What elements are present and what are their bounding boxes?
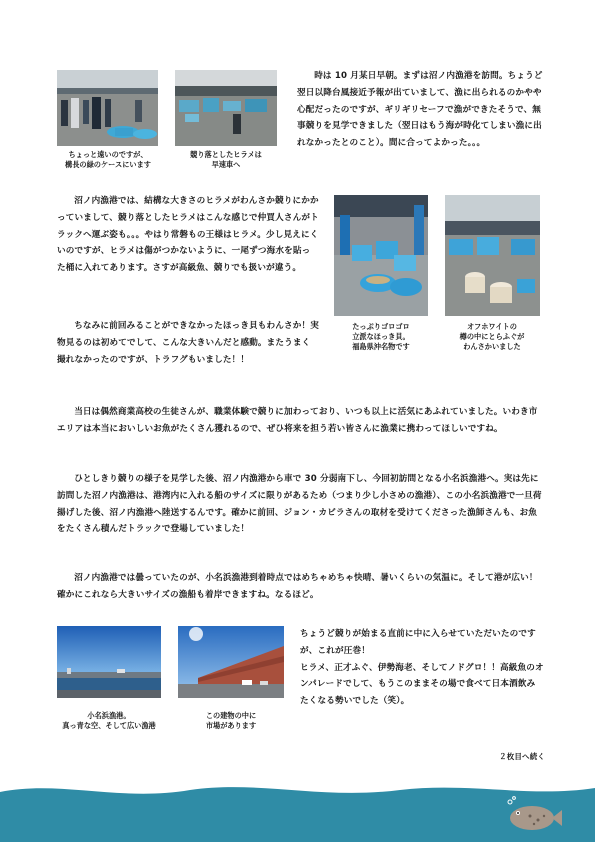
onahama-visit-paragraph: ひとしきり競りの様子を見学した後、沼ノ内漁港から車で 30 分弱南下し、今回初訪問となる小名浜漁港へ。実は先に訪問した沼ノ内漁港は、港湾内に入れる船のサイズに限りがあるため（つまり少し小さめの漁港）、この小名浜漁港で一旦荷揚げした後、沼ノ内漁港へ陸送するんです。確かに前回、ジョン・カビラさんの取材を受けてくださった漁師さんも、お魚をたくさん積んだトラックで登場していました！ (57, 474, 542, 535)
harbor-photo-onahama (57, 626, 161, 698)
market-photo-pufferfish-barrels-caption: オフホワイトの 樽の中にとらふぐが わんさかいました (459, 322, 525, 351)
market-photo-buyers-caption: ちょっと遠いのですが、 構長の緑のケースにいます (65, 150, 151, 169)
flatfish-paragraph: 沼ノ内漁港では、結構な大きさのヒラメがわんさか競りにかかっていまして、競り落としたヒラメはこんな感じで仲買人さんがトラックへ運ぶ姿も。。。やはり常磐もの王様はヒラメ。少し見えにくいのですが、ヒラメは傷がつかないように、一尾ずつ海水を貼った桶に入れてあります。さすが高級魚、競りでも扱いが違う。 (57, 196, 319, 274)
market-photo-surf-clams-caption: たっぷりゴロゴロ 立派なほっき貝。 福島県沖名物です (352, 322, 410, 351)
harbor-photo-onahama-caption: 小名浜漁港。 真っ青な空、そして広い漁港 (62, 711, 156, 730)
surf-clam-paragraph: ちなみに前回みることができなかったほっき貝もわんさか！実物見るのは初めてでして、こんな大きいんだと感動。またうまく撮れなかったのですが、トラフグもいました！！ (57, 321, 320, 365)
auction-paragraph: ちょうど競りが始まる直前に中に入らせていただいたのですが、これが圧巻！ ヒラメ、正才ふぐ、伊勢海老、そしてノドグロ！！高級魚のオンパレードでして、もうこのままその場で食べて日本酒飲みたくなる勢いでした（笑）。 (300, 629, 544, 707)
intro-paragraph: 時は 10 月某日早朝。まずは沼ノ内漁港を訪問。ちょうど翌日以降台風接近予報が出ていまして、漁に出られるのかやや心配だったのですが、ギリギリセーフで漁ができたそうで、無事競りを見学できました（翌日はもう海が時化てしまい漁に出れなかったとのこと）。間に合ってよかった。。。 (297, 71, 543, 149)
students-paragraph: 当日は偶然商業高校の生徒さんが、職業体験で競りに加わっており、いつも以上に活気にあふれていました。いわき市エリアは本当においしいお魚がたくさん獲れるので、ぜひ将来を担う若い皆さんに漁業に携わってほしいですね。 (57, 407, 538, 434)
market-photo-surf-clams (334, 195, 428, 316)
market-photo-flatfish-loading (175, 70, 277, 146)
weather-paragraph: 沼ノ内漁港では曇っていたのが、小名浜漁港到着時点ではめちゃめちゃ快晴、暑いくらいの気温に。そして港が広い！確かにこれなら大きいサイズの漁船も着岸できますね。なるほど。 (57, 573, 538, 600)
market-photo-pufferfish-barrels (445, 195, 540, 316)
market-photo-buyers (57, 70, 158, 146)
harbor-photo-market-building (178, 626, 284, 698)
continue-note: ２枚目へ続く (499, 752, 545, 761)
flatfish-icon (500, 796, 562, 836)
market-photo-flatfish-loading-caption: 競り落としたヒラメは 早速車へ (190, 150, 262, 169)
harbor-photo-market-building-caption: この建物の中に 市場があります (205, 711, 257, 730)
